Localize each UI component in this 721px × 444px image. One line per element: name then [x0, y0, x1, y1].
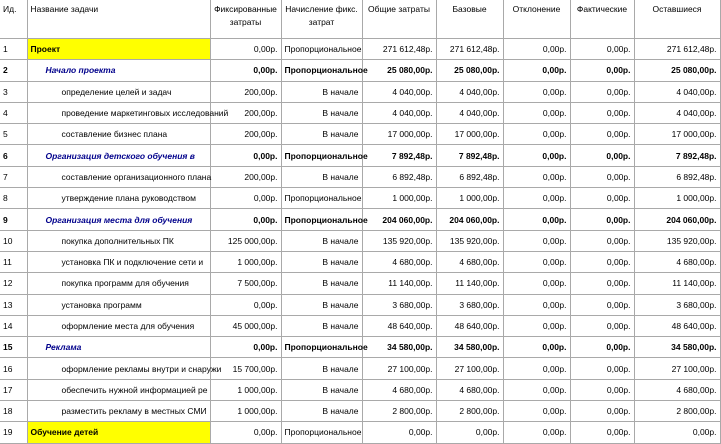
- accrual-cell[interactable]: Пропорциональное: [281, 209, 362, 230]
- accrual-cell[interactable]: В начале: [281, 166, 362, 187]
- table-row[interactable]: [0, 337, 720, 358]
- baseline-cell[interactable]: 27 100,00р.: [436, 358, 503, 379]
- remaining-cell[interactable]: 11 140,00р.: [634, 273, 720, 294]
- accrual-cell[interactable]: Пропорциональное: [281, 337, 362, 358]
- variance-cell[interactable]: 0,00р.: [503, 209, 570, 230]
- actual-cell[interactable]: 0,00р.: [570, 315, 634, 336]
- task-name-cell[interactable]: покупка дополнительных ПК: [27, 230, 210, 251]
- total-cost-cell[interactable]: 204 060,00р.: [362, 209, 436, 230]
- variance-cell[interactable]: 0,00р.: [503, 273, 570, 294]
- accrual-cell[interactable]: Пропорциональное: [281, 422, 362, 443]
- table-row[interactable]: [0, 230, 720, 251]
- task-name-cell[interactable]: установка ПК и подключение сети и: [27, 251, 210, 272]
- column-header-baseline[interactable]: Базовые: [436, 0, 503, 39]
- actual-cell[interactable]: 0,00р.: [570, 209, 634, 230]
- table-row[interactable]: [0, 358, 720, 379]
- variance-cell[interactable]: 0,00р.: [503, 337, 570, 358]
- baseline-cell[interactable]: 2 800,00р.: [436, 401, 503, 422]
- row-id-cell[interactable]: 4: [0, 102, 27, 123]
- remaining-cell[interactable]: 271 612,48р.: [634, 39, 720, 60]
- remaining-cell[interactable]: 34 580,00р.: [634, 337, 720, 358]
- row-id-cell[interactable]: 12: [0, 273, 27, 294]
- total-cost-cell[interactable]: 17 000,00р.: [362, 124, 436, 145]
- remaining-cell[interactable]: 4 680,00р.: [634, 379, 720, 400]
- fixed-cost-cell[interactable]: 1 000,00р.: [210, 401, 281, 422]
- fixed-cost-cell[interactable]: 0,00р.: [210, 145, 281, 166]
- fixed-cost-cell[interactable]: 15 700,00р.: [210, 358, 281, 379]
- table-row[interactable]: [0, 401, 720, 422]
- total-cost-cell[interactable]: 34 580,00р.: [362, 337, 436, 358]
- actual-cell[interactable]: 0,00р.: [570, 166, 634, 187]
- baseline-cell[interactable]: 4 680,00р.: [436, 251, 503, 272]
- accrual-cell[interactable]: В начале: [281, 401, 362, 422]
- actual-cell[interactable]: 0,00р.: [570, 358, 634, 379]
- accrual-cell[interactable]: Пропорциональное: [281, 145, 362, 166]
- row-id-cell[interactable]: 2: [0, 60, 27, 81]
- baseline-cell[interactable]: 204 060,00р.: [436, 209, 503, 230]
- row-id-cell[interactable]: 13: [0, 294, 27, 315]
- table-row[interactable]: [0, 315, 720, 336]
- actual-cell[interactable]: 0,00р.: [570, 401, 634, 422]
- fixed-cost-cell[interactable]: 1 000,00р.: [210, 251, 281, 272]
- variance-cell[interactable]: 0,00р.: [503, 379, 570, 400]
- table-row[interactable]: [0, 294, 720, 315]
- column-header-variance[interactable]: Отклонение: [503, 0, 570, 39]
- task-name-cell[interactable]: утверждение плана руководством: [27, 188, 210, 209]
- task-name-cell[interactable]: обеспечить нужной информацией ре: [27, 379, 210, 400]
- baseline-cell[interactable]: 17 000,00р.: [436, 124, 503, 145]
- task-name-cell[interactable]: покупка программ для обучения: [27, 273, 210, 294]
- task-name-cell[interactable]: проведение маркетинговых исследований: [27, 102, 210, 123]
- variance-cell[interactable]: 0,00р.: [503, 230, 570, 251]
- accrual-cell[interactable]: В начале: [281, 358, 362, 379]
- total-cost-cell[interactable]: 0,00р.: [362, 422, 436, 443]
- column-header-id[interactable]: Ид.: [0, 0, 27, 39]
- fixed-cost-cell[interactable]: 200,00р.: [210, 124, 281, 145]
- task-name-cell[interactable]: установка программ: [27, 294, 210, 315]
- task-name-cell[interactable]: разместить рекламу в местных СМИ: [27, 401, 210, 422]
- task-name-cell[interactable]: Проект: [27, 39, 210, 60]
- baseline-cell[interactable]: 135 920,00р.: [436, 230, 503, 251]
- table-row[interactable]: [0, 102, 720, 123]
- baseline-cell[interactable]: 25 080,00р.: [436, 60, 503, 81]
- fixed-cost-cell[interactable]: 0,00р.: [210, 209, 281, 230]
- total-cost-cell[interactable]: 6 892,48р.: [362, 166, 436, 187]
- baseline-cell[interactable]: 4 040,00р.: [436, 81, 503, 102]
- table-row[interactable]: [0, 422, 720, 443]
- actual-cell[interactable]: 0,00р.: [570, 124, 634, 145]
- baseline-cell[interactable]: 11 140,00р.: [436, 273, 503, 294]
- baseline-cell[interactable]: 7 892,48р.: [436, 145, 503, 166]
- task-name-cell[interactable]: Организация места для обучения: [27, 209, 210, 230]
- baseline-cell[interactable]: 4 040,00р.: [436, 102, 503, 123]
- actual-cell[interactable]: 0,00р.: [570, 60, 634, 81]
- remaining-cell[interactable]: 0,00р.: [634, 422, 720, 443]
- task-name-cell[interactable]: Начало проекта: [27, 60, 210, 81]
- variance-cell[interactable]: 0,00р.: [503, 102, 570, 123]
- row-id-cell[interactable]: 16: [0, 358, 27, 379]
- remaining-cell[interactable]: 17 000,00р.: [634, 124, 720, 145]
- total-cost-cell[interactable]: 4 680,00р.: [362, 251, 436, 272]
- row-id-cell[interactable]: 18: [0, 401, 27, 422]
- row-id-cell[interactable]: 1: [0, 39, 27, 60]
- remaining-cell[interactable]: 48 640,00р.: [634, 315, 720, 336]
- baseline-cell[interactable]: 6 892,48р.: [436, 166, 503, 187]
- variance-cell[interactable]: 0,00р.: [503, 81, 570, 102]
- task-name-cell[interactable]: оформление рекламы внутри и снаружи: [27, 358, 210, 379]
- table-row[interactable]: [0, 124, 720, 145]
- task-name-cell[interactable]: Реклама: [27, 337, 210, 358]
- remaining-cell[interactable]: 25 080,00р.: [634, 60, 720, 81]
- fixed-cost-cell[interactable]: 1 000,00р.: [210, 379, 281, 400]
- row-id-cell[interactable]: 3: [0, 81, 27, 102]
- baseline-cell[interactable]: 3 680,00р.: [436, 294, 503, 315]
- remaining-cell[interactable]: 27 100,00р.: [634, 358, 720, 379]
- variance-cell[interactable]: 0,00р.: [503, 145, 570, 166]
- table-row[interactable]: [0, 188, 720, 209]
- actual-cell[interactable]: 0,00р.: [570, 102, 634, 123]
- remaining-cell[interactable]: 7 892,48р.: [634, 145, 720, 166]
- remaining-cell[interactable]: 2 800,00р.: [634, 401, 720, 422]
- fixed-cost-cell[interactable]: 125 000,00р.: [210, 230, 281, 251]
- column-header-remaining[interactable]: Оставшиеся: [634, 0, 720, 39]
- row-id-cell[interactable]: 8: [0, 188, 27, 209]
- fixed-cost-cell[interactable]: 0,00р.: [210, 422, 281, 443]
- remaining-cell[interactable]: 4 040,00р.: [634, 81, 720, 102]
- total-cost-cell[interactable]: 7 892,48р.: [362, 145, 436, 166]
- fixed-cost-cell[interactable]: 0,00р.: [210, 188, 281, 209]
- variance-cell[interactable]: 0,00р.: [503, 166, 570, 187]
- table-row[interactable]: [0, 166, 720, 187]
- table-row[interactable]: [0, 39, 720, 60]
- total-cost-cell[interactable]: 4 040,00р.: [362, 81, 436, 102]
- actual-cell[interactable]: 0,00р.: [570, 273, 634, 294]
- variance-cell[interactable]: 0,00р.: [503, 422, 570, 443]
- column-header-fixed-cost[interactable]: Фиксированные затраты: [210, 0, 281, 39]
- variance-cell[interactable]: 0,00р.: [503, 124, 570, 145]
- total-cost-cell[interactable]: 2 800,00р.: [362, 401, 436, 422]
- table-row[interactable]: [0, 273, 720, 294]
- baseline-cell[interactable]: 1 000,00р.: [436, 188, 503, 209]
- table-row[interactable]: [0, 60, 720, 81]
- fixed-cost-cell[interactable]: 200,00р.: [210, 166, 281, 187]
- row-id-cell[interactable]: 7: [0, 166, 27, 187]
- task-name-cell[interactable]: составление организационного плана: [27, 166, 210, 187]
- total-cost-cell[interactable]: 48 640,00р.: [362, 315, 436, 336]
- row-id-cell[interactable]: 17: [0, 379, 27, 400]
- variance-cell[interactable]: 0,00р.: [503, 251, 570, 272]
- actual-cell[interactable]: 0,00р.: [570, 81, 634, 102]
- baseline-cell[interactable]: 48 640,00р.: [436, 315, 503, 336]
- remaining-cell[interactable]: 204 060,00р.: [634, 209, 720, 230]
- accrual-cell[interactable]: Пропорциональное: [281, 39, 362, 60]
- remaining-cell[interactable]: 3 680,00р.: [634, 294, 720, 315]
- accrual-cell[interactable]: В начале: [281, 379, 362, 400]
- row-id-cell[interactable]: 15: [0, 337, 27, 358]
- remaining-cell[interactable]: 4 680,00р.: [634, 251, 720, 272]
- baseline-cell[interactable]: 271 612,48р.: [436, 39, 503, 60]
- total-cost-cell[interactable]: 135 920,00р.: [362, 230, 436, 251]
- fixed-cost-cell[interactable]: 0,00р.: [210, 39, 281, 60]
- actual-cell[interactable]: 0,00р.: [570, 145, 634, 166]
- actual-cell[interactable]: 0,00р.: [570, 39, 634, 60]
- accrual-cell[interactable]: В начале: [281, 273, 362, 294]
- actual-cell[interactable]: 0,00р.: [570, 188, 634, 209]
- table-body: [0, 39, 720, 444]
- variance-cell[interactable]: 0,00р.: [503, 401, 570, 422]
- column-header-fixed-cost-accrual[interactable]: Начисление фикс. затрат: [281, 0, 362, 39]
- fixed-cost-cell[interactable]: 200,00р.: [210, 81, 281, 102]
- accrual-cell[interactable]: В начале: [281, 124, 362, 145]
- row-id-cell[interactable]: 5: [0, 124, 27, 145]
- fixed-cost-cell[interactable]: 200,00р.: [210, 102, 281, 123]
- total-cost-cell[interactable]: 25 080,00р.: [362, 60, 436, 81]
- fixed-cost-cell[interactable]: 0,00р.: [210, 60, 281, 81]
- remaining-cell[interactable]: 6 892,48р.: [634, 166, 720, 187]
- table-row[interactable]: [0, 209, 720, 230]
- row-id-cell[interactable]: 6: [0, 145, 27, 166]
- actual-cell[interactable]: 0,00р.: [570, 379, 634, 400]
- remaining-cell[interactable]: 1 000,00р.: [634, 188, 720, 209]
- total-cost-cell[interactable]: 4 680,00р.: [362, 379, 436, 400]
- variance-cell[interactable]: 0,00р.: [503, 188, 570, 209]
- row-id-cell[interactable]: 9: [0, 209, 27, 230]
- variance-cell[interactable]: 0,00р.: [503, 358, 570, 379]
- table-row[interactable]: [0, 379, 720, 400]
- column-header-total-cost[interactable]: Общие затраты: [362, 0, 436, 39]
- task-name-cell[interactable]: Организация детского обучения в: [27, 145, 210, 166]
- fixed-cost-cell[interactable]: 7 500,00р.: [210, 273, 281, 294]
- variance-cell[interactable]: 0,00р.: [503, 294, 570, 315]
- actual-cell[interactable]: 0,00р.: [570, 230, 634, 251]
- row-id-cell[interactable]: 10: [0, 230, 27, 251]
- task-name-cell[interactable]: определение целей и задач: [27, 81, 210, 102]
- variance-cell[interactable]: 0,00р.: [503, 315, 570, 336]
- task-name-cell[interactable]: составление бизнес плана: [27, 124, 210, 145]
- fixed-cost-cell[interactable]: 0,00р.: [210, 337, 281, 358]
- table-row[interactable]: [0, 81, 720, 102]
- accrual-cell[interactable]: В начале: [281, 294, 362, 315]
- accrual-cell[interactable]: Пропорциональное: [281, 60, 362, 81]
- accrual-cell[interactable]: В начале: [281, 230, 362, 251]
- accrual-cell[interactable]: В начале: [281, 102, 362, 123]
- row-id-cell[interactable]: 11: [0, 251, 27, 272]
- accrual-cell[interactable]: В начале: [281, 315, 362, 336]
- row-id-cell[interactable]: 14: [0, 315, 27, 336]
- accrual-cell[interactable]: В начале: [281, 251, 362, 272]
- task-name-cell[interactable]: Обучение детей: [27, 422, 210, 443]
- total-cost-cell[interactable]: 271 612,48р.: [362, 39, 436, 60]
- table-row[interactable]: [0, 251, 720, 272]
- baseline-cell[interactable]: 34 580,00р.: [436, 337, 503, 358]
- accrual-cell[interactable]: Пропорциональное: [281, 188, 362, 209]
- total-cost-cell[interactable]: 1 000,00р.: [362, 188, 436, 209]
- header-row: [0, 0, 720, 39]
- table-row[interactable]: [0, 145, 720, 166]
- actual-cell[interactable]: 0,00р.: [570, 251, 634, 272]
- baseline-cell[interactable]: 0,00р.: [436, 422, 503, 443]
- actual-cell[interactable]: 0,00р.: [570, 337, 634, 358]
- actual-cell[interactable]: 0,00р.: [570, 422, 634, 443]
- task-name-cell[interactable]: оформление места для обучения: [27, 315, 210, 336]
- total-cost-cell[interactable]: 11 140,00р.: [362, 273, 436, 294]
- total-cost-cell[interactable]: 3 680,00р.: [362, 294, 436, 315]
- variance-cell[interactable]: 0,00р.: [503, 60, 570, 81]
- row-id-cell[interactable]: 19: [0, 422, 27, 443]
- baseline-cell[interactable]: 4 680,00р.: [436, 379, 503, 400]
- remaining-cell[interactable]: 4 040,00р.: [634, 102, 720, 123]
- actual-cell[interactable]: 0,00р.: [570, 294, 634, 315]
- column-header-actual[interactable]: Фактические: [570, 0, 634, 39]
- remaining-cell[interactable]: 135 920,00р.: [634, 230, 720, 251]
- fixed-cost-cell[interactable]: 0,00р.: [210, 294, 281, 315]
- fixed-cost-cell[interactable]: 45 000,00р.: [210, 315, 281, 336]
- total-cost-cell[interactable]: 27 100,00р.: [362, 358, 436, 379]
- column-header-task-name[interactable]: Название задачи: [27, 0, 210, 39]
- variance-cell[interactable]: 0,00р.: [503, 39, 570, 60]
- accrual-cell[interactable]: В начале: [281, 81, 362, 102]
- total-cost-cell[interactable]: 4 040,00р.: [362, 102, 436, 123]
